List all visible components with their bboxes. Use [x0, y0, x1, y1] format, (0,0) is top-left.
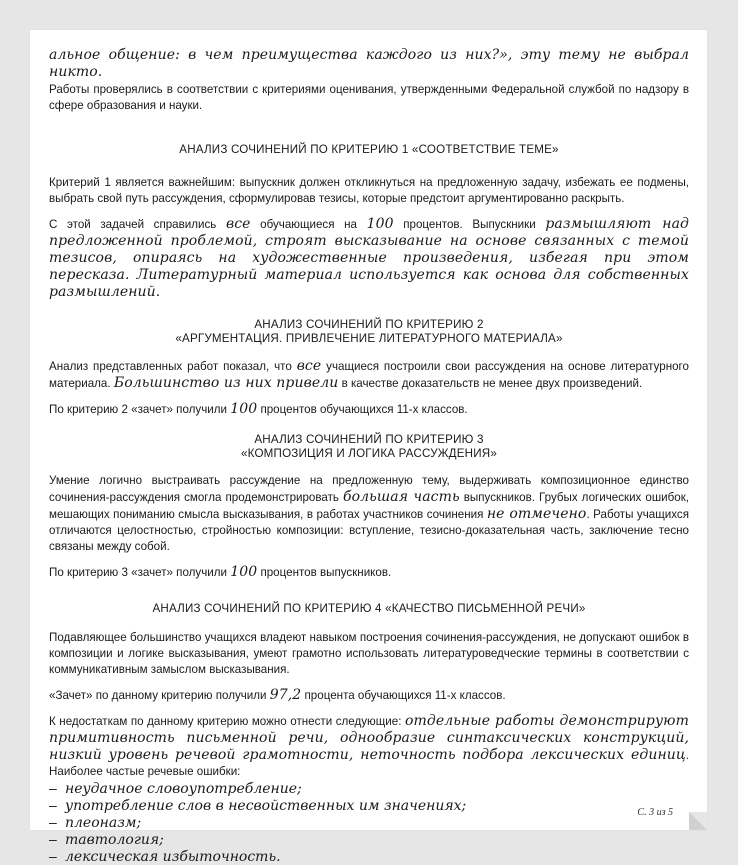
criterion-1-paragraph-1: Критерий 1 является важнейшим: выпускник должен откликнуться на предложенную задачу, избежать ее подмены, выбрать свой путь рассуждения, сформулировав тезисы, которые предстоит аргументированно раскрыть.	[49, 176, 689, 205]
criterion-3-paragraph-1: Умение логично выстраивать рассуждение на предложенную тему, выдерживать композиционное единство сочинения-рассуждения смогла продемонстрировать большая часть выпускников. Грубых логических ошибок, мешающих пониманию смысла высказывания, в работах участников сочинения не отмечено. Работы учащихся отличаются целостностью, стройностью композиции: вступление, тезисно-доказательная часть, заключение тесно связаны между собой.	[49, 474, 689, 553]
document-content	[49, 46, 689, 865]
intro-paragraph: Работы проверялись в соответствии с критериями оценивания, утвержденными Федеральной службой по надзору в сфере образования и науки.	[49, 83, 689, 112]
criterion-2-paragraph-1: Анализ представленных работ показал, что все учащиеся построили свои рассуждения на основе литературного материала. Большинство из них привели в качестве доказательств не менее двух произведений.	[49, 358, 689, 391]
criterion-3-heading: АНАЛИЗ СОЧИНЕНИЙ ПО КРИТЕРИЮ 3 «КОМПОЗИЦИЯ И ЛОГИКА РАССУЖДЕНИЯ»	[240, 433, 497, 460]
criterion-1-paragraph-2: С этой задачей справились все обучающиеся на 100 процентов. Выпускники размышляют над предложенной проблемой, строят высказывание на основе связанных с темой тезисов, опираясь на художественные произведения, избегая при этом пересказа. Литературный материал используется как основа для собственных размышлений.	[49, 216, 689, 300]
criterion-4-paragraph-3: К недостаткам по данному критерию можно отнести следующие: отдельные работы демонстрируют примитивность письменной речи, однообразие синтаксических конструкций, низкий уровень речевой грамотности, неточность подбора лексических единиц. Наиболее частые речевые ошибки:	[49, 713, 689, 778]
intro-quote: альное общение: в чем преимущества каждого из них?», эту тему не выбрал никто.	[49, 47, 689, 80]
criterion-4-paragraph-2: «Зачет» по данному критерию получили 97,2 процента обучающихся 11-х классов.	[49, 687, 506, 703]
list-item: – тавтология;	[49, 831, 164, 848]
speech-errors-list	[49, 780, 689, 865]
list-item: – плеоназм;	[49, 814, 142, 831]
list-item: – неудачное словоупотребление;	[49, 780, 302, 797]
page-number: С. 3 из 5	[637, 807, 673, 818]
criterion-2-paragraph-2: По критерию 2 «зачет» получили 100 процентов обучающихся 11-х классов.	[49, 401, 468, 417]
list-item: – употребление слов в несвойственных им значениях;	[49, 797, 467, 814]
criterion-4-paragraph-1: Подавляющее большинство учащихся владеют навыком построения сочинения-рассуждения, не допускают ошибок в композиции и логике высказывания, умеют грамотно использовать литературоведческие термины в соответствии с коммуникативным замыслом высказывания.	[49, 631, 689, 676]
criterion-1-emphasis: размышляют над предложенной проблемой, строят высказывание на основе связанных с темой тезисов, опираясь на художественные произведения, избегая при этом пересказа. Литературный материал используется как основа для собственных размышлений.	[49, 216, 689, 300]
criterion-1-heading: АНАЛИЗ СОЧИНЕНИЙ ПО КРИТЕРИЮ 1 «СООТВЕТСТВИЕ ТЕМЕ»	[179, 143, 559, 156]
criterion-4-heading: АНАЛИЗ СОЧИНЕНИЙ ПО КРИТЕРИЮ 4 «КАЧЕСТВО ПИСЬМЕННОЙ РЕЧИ»	[152, 602, 586, 615]
list-item: – лексическая избыточность.	[49, 848, 281, 865]
criterion-3-paragraph-2: По критерию 3 «зачет» получили 100 процентов выпускников.	[49, 564, 392, 580]
criterion-2-heading: АНАЛИЗ СОЧИНЕНИЙ ПО КРИТЕРИЮ 2 «АРГУМЕНТАЦИЯ. ПРИВЛЕЧЕНИЕ ЛИТЕРАТУРНОГО МАТЕРИАЛА»	[175, 318, 563, 345]
intro-continuation	[49, 46, 689, 80]
page-fold-icon	[689, 812, 707, 830]
document-page	[30, 30, 707, 865]
